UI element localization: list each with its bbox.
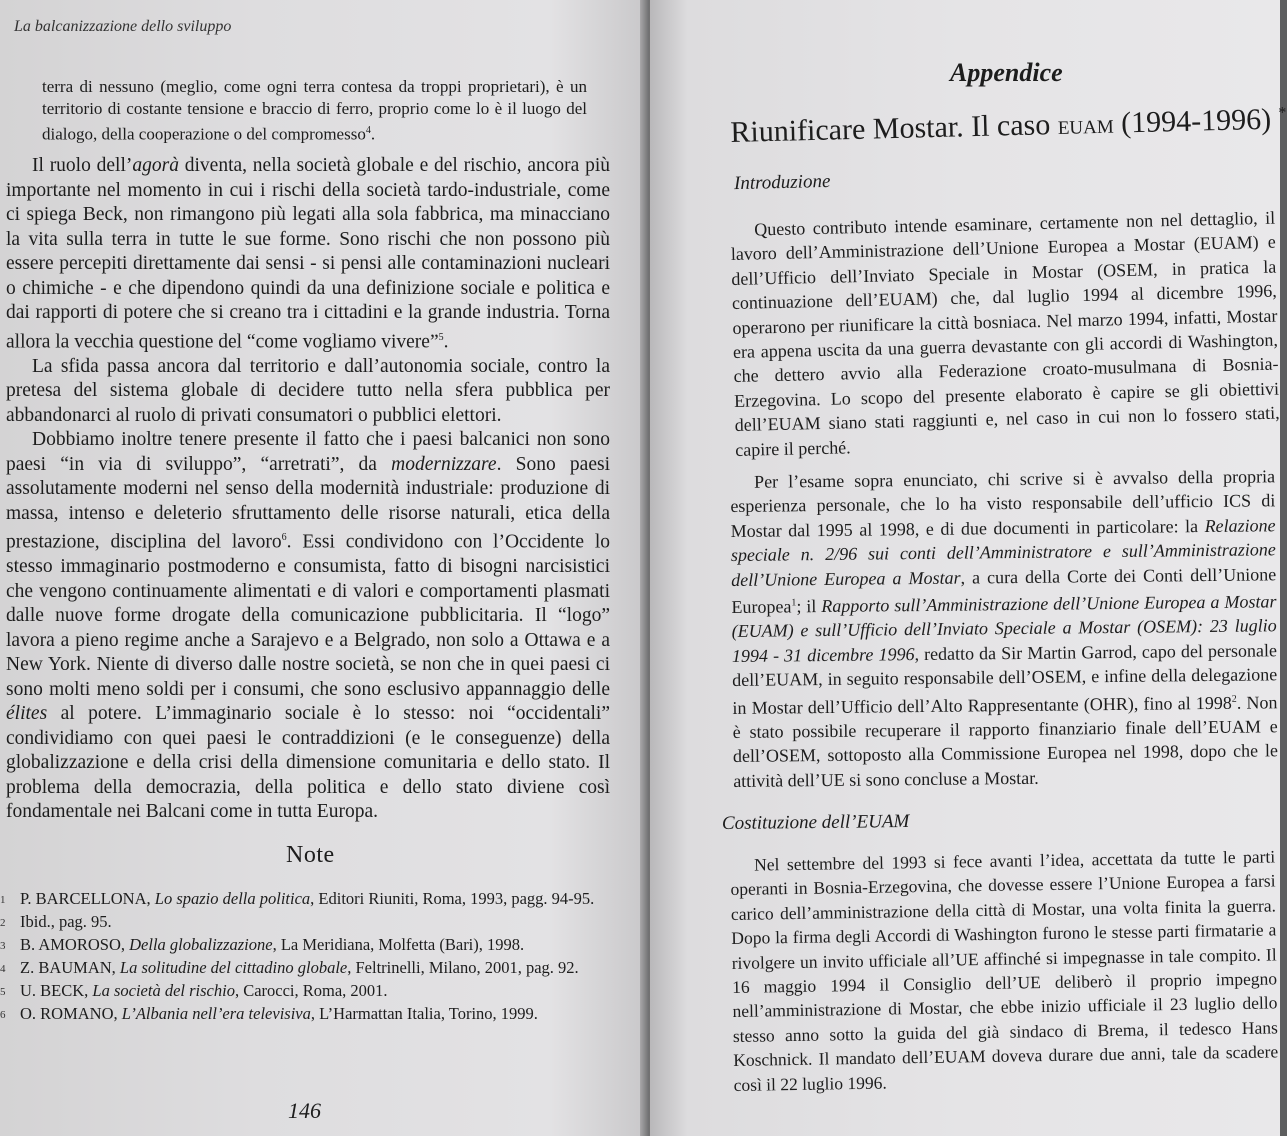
- note-number: 2: [0, 917, 6, 929]
- running-head: La balcanizzazione dello sviluppo: [14, 18, 232, 35]
- note-item: [0, 888, 610, 911]
- intro-text: Questo contributo intende esaminare, certamente non nel dettaglio, il lavoro dell’Amministrazione dell’Unione Europea a Mostar (EUAM) e dell’Ufficio dell’Inviato Speciale in Mostar (OSEM, in pratica la continuazione dell’EUAM) che, dal luglio 1994 al dicembre 1996, operarono per riunificare la città bosniaca. Nel marzo 1994, infatti, Mostar era appena uscita da una guerra devastante con gli accordi di Washington, che dettero avvio alla Federazione croato-musulmana di Bosnia-Erzegovina. Lo scopo del presente elaborato è capire se gli obiettivi dell’EUAM siano stati raggiunti e, nel caso in cui non lo fossero stati, capire il perché.: [730, 207, 1280, 460]
- emphasis: agorà: [132, 155, 179, 176]
- text-run: , a cura della Corte dei Conti dell’Unione Europea: [731, 563, 1277, 618]
- note-number: 1: [0, 894, 6, 906]
- chapter-title: [730, 102, 1287, 150]
- note-rest: , Editori Riuniti, Roma, 1993, pagg. 94-95.: [310, 889, 595, 908]
- title-text: Riunificare Mostar. Il caso: [730, 108, 1059, 149]
- constitution-paragraph: [730, 844, 1279, 1097]
- note-item: [0, 934, 610, 957]
- note-author: Ibid., pag. 95.: [20, 912, 112, 931]
- note-number: 6: [0, 1009, 6, 1021]
- note-item: [0, 957, 610, 980]
- note-rest: , La Meridiana, Molfetta (Bari), 1998.: [272, 935, 525, 954]
- note-author: B. AMOROSO,: [20, 935, 130, 954]
- footnote-ref-1: 1: [791, 597, 797, 609]
- footnote-ref-5: 5: [438, 331, 444, 343]
- note-title: L’Albania nell’era televisiva: [121, 1004, 311, 1023]
- note-text: [20, 1003, 610, 1026]
- note-title: Lo spazio della politica: [154, 889, 311, 908]
- intro-text-2: [730, 464, 1278, 793]
- note-number: 3: [0, 940, 6, 952]
- title-smallcaps: EUAM: [1057, 116, 1115, 139]
- note-author: Z. BAUMAN,: [20, 958, 120, 977]
- note-title: La società del rischio: [92, 981, 235, 1000]
- footnote-ref-4: 4: [365, 125, 371, 136]
- text-run: . Essi condividono con l’Occidente lo stesso immaginario postmoderno e consumista, fatto di bisogni narcisistici che vengono continuamente alimentati e di valori e comportamenti plasmati dalle nuove forme drogate della comunicazione pubblicitaria. Il “logo” lavora a pieno regime anche a Sarajevo e a Belgrado, non solo a Ottawa e a New York. Niente di diverso dalle nostre società, se non che in quei paesi ci sono molti meno soldi per i consumi, che sono esclusivo appannaggio delle: [6, 531, 610, 700]
- note-text: [20, 888, 610, 911]
- note-author: O. ROMANO,: [20, 1004, 122, 1023]
- note-title: La solitudine del cittadino globale: [119, 958, 348, 977]
- note-title: Della globalizzazione: [129, 935, 273, 954]
- text-run: . Non è stato possibile recuperare il rapporto finanziario finale dell’EUAM e dell’OSEM, sottoposto alla Commissione Europea nel 1998, dopo che le attività dell’UE si sono concluse a Mostar.: [732, 691, 1279, 791]
- note-item: [0, 1003, 610, 1026]
- title-footnote-mark: *: [1278, 104, 1287, 122]
- title-years: (1994-1996): [1113, 102, 1272, 140]
- quote-text: terra di nessuno (meglio, come ogni terra contesa da troppi proprietari), è un territorio di costante tensione e braccio di ferro, proprio come lo è il luogo del dialogo, della cooperazione o del compromesso: [42, 77, 587, 144]
- paragraph-balcani: [6, 428, 610, 825]
- text-run: , redatto da Sir Martin Garrod, capo del personale dell’EUAM, in seguito responsabile dell’OSEM, e infine della delegazione in Mostar dell’Ufficio dell’Alto Rappresentante (OHR), fino al 1998: [732, 640, 1278, 718]
- emphasis: Rapporto sull’Amministrazione dell’Unione Europea a Mostar (EUAM) e sull’Ufficio dell’Inviato Speciale a Mostar (OSEM): 23 luglio 1994 - 31 dicembre 1996: [731, 591, 1277, 666]
- note-item: [0, 980, 610, 1003]
- footnote-ref-2: 2: [1231, 693, 1237, 705]
- intro-paragraph-2: [730, 464, 1278, 793]
- constitution-text: Nel settembre del 1993 si fece avanti l’idea, accettata da tutte le parti operanti in Bosnia-Erzegovina, che dovesse essere l’Unione Europea a farsi carico dell’amministrazione della città di Mostar, una volta finita la guerra. Dopo la firma degli Accordi di Washington furono le stesse parti firmatarie a rivolgere un invito ufficiale all’UE affinché si impegnasse in tale compito. Il 16 maggio 1994 il Consiglio dell’UE deliberò il proprio impegno nell’amministrazione di Mostar, che ebbe inizio ufficiale il 23 luglio dello stesso anno sotto la guida del già sindaco di Brema, il tedesco Hans Koschnick. Il mandato dell’EUAM doveva durare due anni, tale da scadere così il 22 luglio 1996.: [730, 846, 1279, 1095]
- left-body: [6, 154, 610, 825]
- note-number: 5: [0, 986, 6, 998]
- emphasis: modernizzare: [391, 453, 497, 475]
- emphasis: élites: [6, 703, 48, 724]
- heading-introduzione: Introduzione: [733, 170, 831, 195]
- page-number: 146: [288, 1098, 321, 1123]
- section-label: Appendice: [950, 58, 1063, 87]
- intro-paragraph-1: [730, 206, 1280, 462]
- text-run: Per l’esame sopra enunciato, chi scrive si è avvalso della propria esperienza personale, che lo ha visto responsabile dell’ufficio ICS di Mostar dal 1995 al 1998, e di due documenti in particolare: la: [730, 466, 1276, 541]
- note-text: [20, 957, 610, 980]
- footnote-ref-6: 6: [281, 532, 287, 543]
- note-number: 4: [0, 963, 6, 975]
- heading-costituzione: Costituzione dell’EUAM: [721, 811, 910, 834]
- block-quote: terra di nessuno (meglio, come ogni terra contesa da troppi proprietari), è un territorio di costante tensione e braccio di ferro, proprio come lo è il luogo del dialogo, della cooperazione o del compromesso$^4$.: [42, 77, 587, 144]
- notes-list: [0, 888, 610, 1026]
- paragraph-agora: Il ruolo dell’agorà diventa, nella società globale e del rischio, ancora più importante nel momento in cui i rischi della società tardo-industriale, come ci spiega Beck, non rimangono più legati alla sola fabbrica, ma minacciano la vita sulla terra in tutte le sue forme. Sono rischi che non possono più essere percepiti direttamente dai sensi - si pensi alle contaminazioni nucleari o chimiche - e che dipendono quindi da una definizione sociale e politica e dai rapporti di potere che si creano tra i cittadini e la grande industria. Torna allora la vecchia questione del “come vogliamo vivere”$^5$.: [6, 155, 610, 352]
- note-text: [20, 934, 610, 957]
- notes-title: Note: [286, 842, 335, 868]
- note-item: [0, 911, 610, 934]
- text-run: diventa, nella società globale e del rischio, ancora più importante nel momento in cui i rischi della società tardo-industriale, come ci spiega Beck, non rimangono più legati alla sola fabbrica, ma minacciano la vita sulla terra in tutte le sue forme. Sono rischi che non possono più essere percepiti direttamente dai sensi - si pensi alle contaminazioni nucleari o chimiche - e che dipendono quindi da una definizione sociale e politica e dai rapporti di potere che si creano tra i cittadini e la grande industria. Torna allora la vecchia questione del “come vogliamo vivere”: [6, 155, 610, 352]
- note-rest: , Feltrinelli, Milano, 2001, pag. 92.: [347, 958, 579, 977]
- text-run: Il ruolo dell’: [32, 155, 133, 176]
- note-author: U. BECK,: [20, 981, 93, 1000]
- text-run: al potere. L’immaginario sociale è lo stesso: noi “occidentali” condividiamo con quei paesi le contraddizioni (e le conseguenze) della globalizzazione e della crisi della dimensione comunitaria e dello stato. Il problema della democrazia, della politica e dello stato diviene così fondamentale nei Balcani come in tutta Europa.: [6, 703, 610, 822]
- note-text: [20, 911, 610, 934]
- note-author: P. BARCELLONA,: [20, 889, 155, 908]
- note-rest: , Carocci, Roma, 2001.: [234, 981, 388, 1000]
- paragraph-sfida: La sfida passa ancora dal territorio e dall’autonomia sociale, contro la pretesa del sistema globale di decidere tutto nella sfera pubblica per abbandonarci al ruolo di privati consumatori o pubblici elettori.: [6, 355, 610, 426]
- note-rest: , L’Harmattan Italia, Torino, 1999.: [310, 1004, 538, 1023]
- note-text: [20, 980, 610, 1003]
- text-run: ; il: [796, 596, 822, 617]
- text-run: . Sono paesi assolutamente moderni nel senso della modernità industriale: produzione di massa, intenso e deleterio sfruttamento delle risorse naturali, etica della prestazione, disciplina del lavoro: [6, 453, 610, 553]
- text-run: Dobbiamo inoltre tenere presente il fatto che i paesi balcanici non sono paesi “in via di sviluppo”, “arretrati”, da: [6, 429, 610, 475]
- right-page: [650, 0, 1287, 1136]
- emphasis: Relazione speciale n. 2/96 sui conti dell’Amministratore e sull’Amministrazione dell’Unione Europea a Mostar: [730, 515, 1276, 590]
